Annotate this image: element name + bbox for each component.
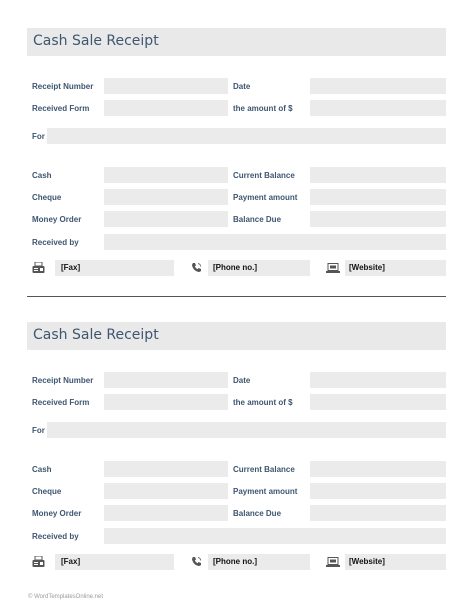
current-balance-field[interactable] — [310, 167, 446, 183]
amount-label: the amount of $ — [233, 398, 293, 407]
current-balance-label: Current Balance — [233, 171, 295, 180]
received-by-field[interactable] — [104, 234, 446, 250]
cheque-label: Cheque — [32, 487, 62, 496]
receipt-title: Cash Sale Receipt — [33, 327, 159, 343]
received-by-label: Received by — [32, 532, 79, 541]
phone-text: [Phone no.] — [213, 263, 257, 272]
money-order-field[interactable] — [104, 211, 228, 227]
for-label: For — [32, 132, 45, 141]
receipt-title-bar — [27, 322, 446, 350]
receipt-number-label: Receipt Number — [32, 376, 94, 385]
phone-field[interactable] — [208, 260, 310, 276]
cheque-field[interactable] — [104, 189, 228, 205]
website-text: [Website] — [349, 263, 385, 272]
cheque-field[interactable] — [104, 483, 228, 499]
balance-due-label: Balance Due — [233, 215, 282, 224]
laptop-icon — [326, 557, 340, 567]
receipt-1 — [0, 0, 474, 294]
fax-text: [Fax] — [61, 557, 81, 566]
received-by-field[interactable] — [104, 528, 446, 544]
received-form-label: Received Form — [32, 398, 90, 407]
date-label: Date — [233, 376, 251, 385]
amount-field[interactable] — [310, 394, 446, 410]
received-form-field[interactable] — [104, 394, 228, 410]
current-balance-label: Current Balance — [233, 465, 295, 474]
cash-field[interactable] — [104, 461, 228, 477]
date-label: Date — [233, 82, 251, 91]
receipt-2 — [0, 294, 474, 588]
date-field[interactable] — [310, 372, 446, 388]
for-label: For — [32, 426, 45, 435]
fax-field[interactable] — [55, 260, 174, 276]
receipt-number-field[interactable] — [104, 372, 228, 388]
amount-field[interactable] — [310, 100, 446, 116]
received-by-label: Received by — [32, 238, 79, 247]
fax-field[interactable] — [55, 554, 174, 570]
fax-icon — [32, 262, 45, 274]
money-order-label: Money Order — [32, 215, 82, 224]
for-field[interactable] — [47, 422, 446, 438]
phone-icon — [191, 262, 202, 273]
fax-text: [Fax] — [61, 263, 81, 272]
receipt-number-label: Receipt Number — [32, 82, 94, 91]
received-form-field[interactable] — [104, 100, 228, 116]
website-text: [Website] — [349, 557, 385, 566]
website-field[interactable] — [345, 260, 446, 276]
receipt-number-field[interactable] — [104, 78, 228, 94]
cash-field[interactable] — [104, 167, 228, 183]
phone-icon — [191, 556, 202, 567]
payment-amount-label: Payment amount — [233, 193, 298, 202]
balance-due-field[interactable] — [310, 211, 446, 227]
payment-amount-label: Payment amount — [233, 487, 298, 496]
current-balance-field[interactable] — [310, 461, 446, 477]
phone-field[interactable] — [208, 554, 310, 570]
balance-due-field[interactable] — [310, 505, 446, 521]
amount-label: the amount of $ — [233, 104, 293, 113]
money-order-label: Money Order — [32, 509, 82, 518]
date-field[interactable] — [310, 78, 446, 94]
for-field[interactable] — [47, 128, 446, 144]
payment-amount-field[interactable] — [310, 189, 446, 205]
payment-amount-field[interactable] — [310, 483, 446, 499]
cash-label: Cash — [32, 465, 52, 474]
balance-due-label: Balance Due — [233, 509, 282, 518]
footer-copyright: © WordTemplatesOnline.net — [28, 594, 104, 600]
cheque-label: Cheque — [32, 193, 62, 202]
receipt-title: Cash Sale Receipt — [33, 33, 159, 49]
fax-icon — [32, 556, 45, 568]
receipt-title-bar — [27, 28, 446, 56]
cash-label: Cash — [32, 171, 52, 180]
phone-text: [Phone no.] — [213, 557, 257, 566]
money-order-field[interactable] — [104, 505, 228, 521]
website-field[interactable] — [345, 554, 446, 570]
received-form-label: Received Form — [32, 104, 90, 113]
laptop-icon — [326, 263, 340, 273]
